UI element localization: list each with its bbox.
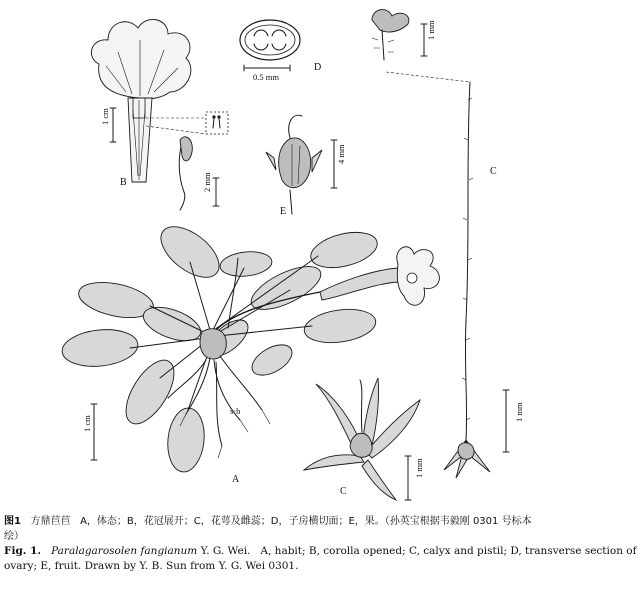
caption-zh-figure-label: 图1	[4, 516, 21, 527]
scale-b-stamens: 2 mm	[202, 172, 212, 192]
scale-e: 4 mm	[336, 144, 346, 164]
label-c-upper: C	[490, 166, 497, 177]
caption-english-line-1	[4, 544, 637, 559]
label-c-lower: C	[340, 486, 347, 497]
panel-c-calyx-pistil	[304, 378, 424, 500]
label-e: E	[280, 206, 287, 217]
scale-d: 0.5 mm	[253, 72, 279, 82]
panel-d-ovary-section	[240, 20, 321, 82]
caption-en-text: A, habit; B, corolla opened; C, calyx and pistil; D, transverse section of	[260, 545, 637, 557]
caption-en-species: Paralagarosolen fangianum	[51, 545, 198, 557]
figure-caption	[4, 514, 637, 574]
panel-b-corolla-drawing	[91, 19, 228, 210]
panel-c-upper-detail	[372, 10, 470, 82]
scale-c-upper: 1 mm	[426, 20, 436, 40]
caption-zh-text: A，体态；B，花冠展开；C，花萼及雌蕊；D，子房横切面；E，果。（孙英宝根据韦毅刚 0301 号标本	[80, 516, 532, 527]
annotation-sb: s·b	[230, 406, 241, 416]
scale-a: 1 cm	[82, 415, 92, 432]
label-d: D	[314, 62, 322, 73]
label-a: A	[232, 474, 240, 485]
caption-zh-text-cont: 绘）	[4, 531, 24, 542]
caption-en-figure-label: Fig. 1.	[4, 545, 42, 557]
caption-chinese-line-1	[4, 514, 553, 529]
caption-chinese-line-2	[4, 529, 553, 544]
scale-c-detail: 1 mm	[514, 402, 524, 422]
caption-en-author: Y. G. Wei.	[200, 545, 251, 557]
scale-c-lower: 1 mm	[414, 458, 424, 478]
label-b: B	[120, 177, 127, 188]
panel-c-pistil	[444, 82, 524, 478]
caption-en-text-cont: ovary; E, fruit. Drawn by Y. B. Sun from Y. G. Wei 0301.	[4, 560, 299, 572]
caption-zh-species: 方鼎苣苣	[30, 516, 71, 527]
scale-b-corolla: 1 cm	[100, 108, 110, 125]
caption-english-line-2	[4, 559, 553, 574]
panel-e-fruit	[266, 115, 346, 217]
